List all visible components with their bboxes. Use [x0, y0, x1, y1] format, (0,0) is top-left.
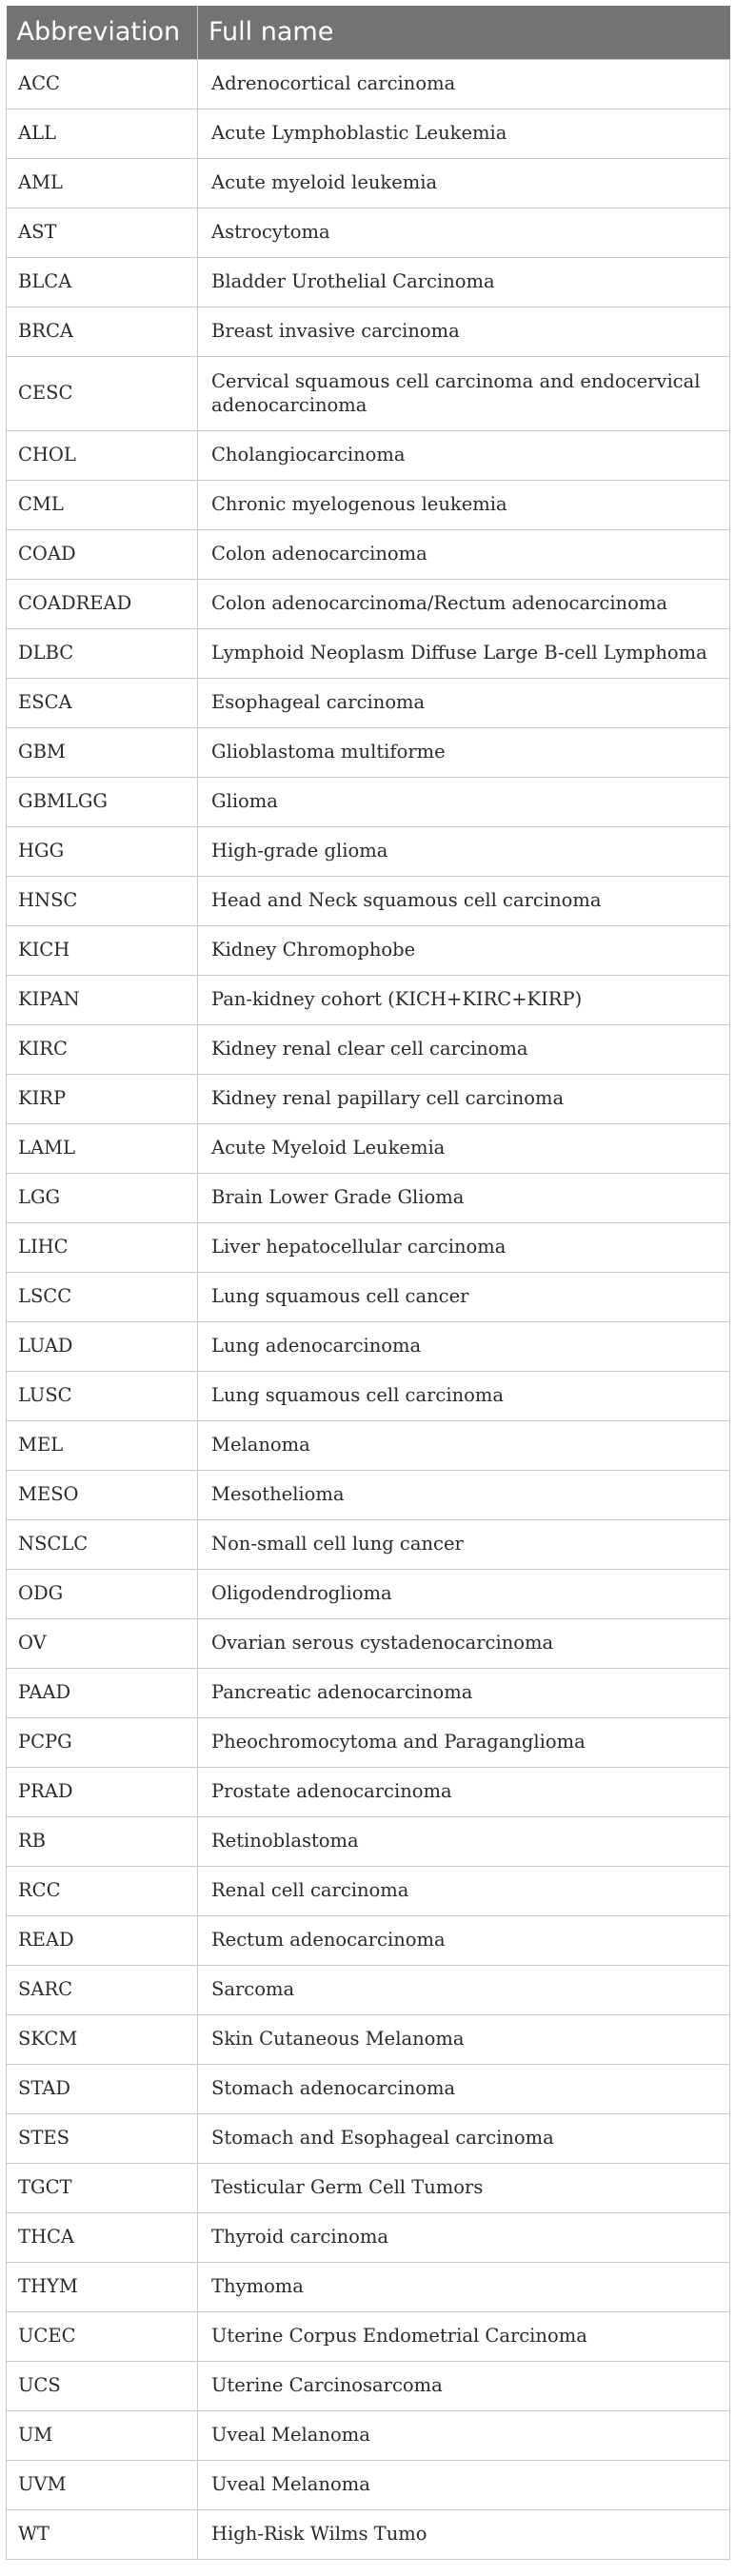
cell-abbreviation: KIRC: [7, 1024, 198, 1074]
cell-abbreviation: TGCT: [7, 2163, 198, 2212]
cell-abbreviation: COAD: [7, 529, 198, 579]
table-row: [7, 480, 730, 529]
cell-full-name: Oligodendroglioma: [198, 1569, 730, 1618]
table-row: [7, 158, 730, 208]
table-row: [7, 1569, 730, 1618]
cell-abbreviation: HGG: [7, 826, 198, 876]
cell-abbreviation: ESCA: [7, 678, 198, 727]
table-row: [7, 1470, 730, 1519]
cell-abbreviation: GBMLGG: [7, 777, 198, 826]
table-row: [7, 59, 730, 109]
table-row: [7, 1519, 730, 1569]
cell-full-name: Mesothelioma: [198, 1470, 730, 1519]
cell-abbreviation: MEL: [7, 1420, 198, 1470]
cell-abbreviation: LIHC: [7, 1222, 198, 1272]
cell-full-name: Rectum adenocarcinoma: [198, 1915, 730, 1965]
table-row: [7, 2262, 730, 2311]
cell-abbreviation: WT: [7, 2509, 198, 2559]
table-row: [7, 1668, 730, 1717]
table-row: [7, 1816, 730, 1866]
header-full-name: Full name: [198, 6, 730, 59]
table-row: [7, 2410, 730, 2460]
table-row: [7, 777, 730, 826]
table-row: [7, 2460, 730, 2509]
cell-abbreviation: SARC: [7, 1965, 198, 2014]
cell-abbreviation: LSCC: [7, 1272, 198, 1321]
cell-abbreviation: MESO: [7, 1470, 198, 1519]
cell-full-name: Acute Myeloid Leukemia: [198, 1123, 730, 1173]
cell-full-name: Acute Lymphoblastic Leukemia: [198, 109, 730, 158]
cell-full-name: Brain Lower Grade Glioma: [198, 1173, 730, 1222]
table-row: [7, 1321, 730, 1371]
cell-abbreviation: HNSC: [7, 876, 198, 925]
abbreviation-table-container: [6, 6, 729, 2560]
cell-full-name: Head and Neck squamous cell carcinoma: [198, 876, 730, 925]
table-row: [7, 2163, 730, 2212]
cell-abbreviation: NSCLC: [7, 1519, 198, 1569]
table-row: [7, 2361, 730, 2410]
cell-full-name: Acute myeloid leukemia: [198, 158, 730, 208]
cell-full-name: Uterine Carcinosarcoma: [198, 2361, 730, 2410]
cell-abbreviation: CML: [7, 480, 198, 529]
cell-abbreviation: KIPAN: [7, 975, 198, 1024]
table-row: [7, 925, 730, 975]
cell-abbreviation: STAD: [7, 2064, 198, 2113]
cell-full-name: Astrocytoma: [198, 208, 730, 257]
cell-abbreviation: AML: [7, 158, 198, 208]
cell-abbreviation: UCS: [7, 2361, 198, 2410]
table-row: [7, 1866, 730, 1915]
table-row: [7, 876, 730, 925]
cell-full-name: Esophageal carcinoma: [198, 678, 730, 727]
cell-full-name: Ovarian serous cystadenocarcinoma: [198, 1618, 730, 1668]
table-row: [7, 579, 730, 628]
table-row: [7, 975, 730, 1024]
cell-full-name: Uveal Melanoma: [198, 2460, 730, 2509]
cell-abbreviation: LAML: [7, 1123, 198, 1173]
table-row: [7, 2212, 730, 2262]
table-row: [7, 628, 730, 678]
cell-full-name: Kidney renal clear cell carcinoma: [198, 1024, 730, 1074]
cell-full-name: High-Risk Wilms Tumo: [198, 2509, 730, 2559]
table-row: [7, 1915, 730, 1965]
table-row: [7, 208, 730, 257]
table-row: [7, 1123, 730, 1173]
cell-full-name: Lung squamous cell cancer: [198, 1272, 730, 1321]
cell-full-name: Melanoma: [198, 1420, 730, 1470]
cell-full-name: Testicular Germ Cell Tumors: [198, 2163, 730, 2212]
cell-full-name: Sarcoma: [198, 1965, 730, 2014]
table-row: [7, 1272, 730, 1321]
cell-full-name: Renal cell carcinoma: [198, 1866, 730, 1915]
table-row: [7, 727, 730, 777]
cell-full-name: Thymoma: [198, 2262, 730, 2311]
cell-full-name: Lung adenocarcinoma: [198, 1321, 730, 1371]
cell-abbreviation: COADREAD: [7, 579, 198, 628]
cell-full-name: Cholangiocarcinoma: [198, 430, 730, 480]
cell-full-name: Lymphoid Neoplasm Diffuse Large B-cell Lymphoma: [198, 628, 730, 678]
table-header: [7, 6, 730, 59]
cell-full-name: Non-small cell lung cancer: [198, 1519, 730, 1569]
table-row: [7, 356, 730, 430]
cell-abbreviation: ALL: [7, 109, 198, 158]
cell-abbreviation: BRCA: [7, 307, 198, 356]
table-row: [7, 1371, 730, 1420]
cell-abbreviation: RCC: [7, 1866, 198, 1915]
table-row: [7, 2064, 730, 2113]
table-row: [7, 1717, 730, 1767]
cell-full-name: Liver hepatocellular carcinoma: [198, 1222, 730, 1272]
cell-full-name: Glioblastoma multiforme: [198, 727, 730, 777]
cell-full-name: Pancreatic adenocarcinoma: [198, 1668, 730, 1717]
cell-full-name: Lung squamous cell carcinoma: [198, 1371, 730, 1420]
table-row: [7, 1173, 730, 1222]
cell-full-name: Prostate adenocarcinoma: [198, 1767, 730, 1816]
table-row: [7, 678, 730, 727]
table-row: [7, 1074, 730, 1123]
cell-full-name: Thyroid carcinoma: [198, 2212, 730, 2262]
cell-full-name: Adrenocortical carcinoma: [198, 59, 730, 109]
cell-full-name: Breast invasive carcinoma: [198, 307, 730, 356]
header-row: [7, 6, 730, 59]
cell-full-name: Kidney renal papillary cell carcinoma: [198, 1074, 730, 1123]
cell-abbreviation: CESC: [7, 356, 198, 430]
cell-full-name: Colon adenocarcinoma: [198, 529, 730, 579]
table-row: [7, 2014, 730, 2064]
cell-abbreviation: THCA: [7, 2212, 198, 2262]
cell-full-name: Kidney Chromophobe: [198, 925, 730, 975]
cell-full-name: Retinoblastoma: [198, 1816, 730, 1866]
table-row: [7, 2113, 730, 2163]
table-row: [7, 257, 730, 307]
table-row: [7, 1222, 730, 1272]
table-row: [7, 826, 730, 876]
cell-abbreviation: ODG: [7, 1569, 198, 1618]
cell-abbreviation: UVM: [7, 2460, 198, 2509]
cell-abbreviation: SKCM: [7, 2014, 198, 2064]
cell-abbreviation: RB: [7, 1816, 198, 1866]
table-row: [7, 2311, 730, 2361]
header-abbreviation: Abbreviation: [7, 6, 198, 59]
cell-full-name: Bladder Urothelial Carcinoma: [198, 257, 730, 307]
cell-full-name: Stomach and Esophageal carcinoma: [198, 2113, 730, 2163]
cell-full-name: Uveal Melanoma: [198, 2410, 730, 2460]
cell-abbreviation: LUAD: [7, 1321, 198, 1371]
cell-full-name: Uterine Corpus Endometrial Carcinoma: [198, 2311, 730, 2361]
cell-abbreviation: CHOL: [7, 430, 198, 480]
cell-full-name: Colon adenocarcinoma/Rectum adenocarcinoma: [198, 579, 730, 628]
cell-abbreviation: UCEC: [7, 2311, 198, 2361]
cell-abbreviation: PCPG: [7, 1717, 198, 1767]
cell-abbreviation: UM: [7, 2410, 198, 2460]
cell-abbreviation: READ: [7, 1915, 198, 1965]
cell-abbreviation: THYM: [7, 2262, 198, 2311]
abbreviation-table: [6, 6, 730, 2560]
cell-abbreviation: OV: [7, 1618, 198, 1668]
cell-full-name: Cervical squamous cell carcinoma and endocervical adenocarcinoma: [198, 356, 730, 430]
table-row: [7, 430, 730, 480]
cell-abbreviation: PRAD: [7, 1767, 198, 1816]
cell-abbreviation: LUSC: [7, 1371, 198, 1420]
cell-full-name: Skin Cutaneous Melanoma: [198, 2014, 730, 2064]
cell-abbreviation: AST: [7, 208, 198, 257]
table-row: [7, 1618, 730, 1668]
table-row: [7, 1965, 730, 2014]
cell-full-name: Pan-kidney cohort (KICH+KIRC+KIRP): [198, 975, 730, 1024]
cell-abbreviation: KICH: [7, 925, 198, 975]
cell-abbreviation: KIRP: [7, 1074, 198, 1123]
cell-abbreviation: BLCA: [7, 257, 198, 307]
cell-abbreviation: STES: [7, 2113, 198, 2163]
cell-abbreviation: PAAD: [7, 1668, 198, 1717]
table-row: [7, 1767, 730, 1816]
cell-abbreviation: ACC: [7, 59, 198, 109]
cell-full-name: Chronic myelogenous leukemia: [198, 480, 730, 529]
table-row: [7, 529, 730, 579]
table-row: [7, 1024, 730, 1074]
table-row: [7, 307, 730, 356]
table-row: [7, 1420, 730, 1470]
cell-full-name: Pheochromocytoma and Paraganglioma: [198, 1717, 730, 1767]
table-row: [7, 2509, 730, 2559]
cell-abbreviation: DLBC: [7, 628, 198, 678]
cell-full-name: Stomach adenocarcinoma: [198, 2064, 730, 2113]
table-row: [7, 109, 730, 158]
table-body: [7, 59, 730, 2559]
cell-abbreviation: LGG: [7, 1173, 198, 1222]
cell-abbreviation: GBM: [7, 727, 198, 777]
cell-full-name: Glioma: [198, 777, 730, 826]
cell-full-name: High-grade glioma: [198, 826, 730, 876]
